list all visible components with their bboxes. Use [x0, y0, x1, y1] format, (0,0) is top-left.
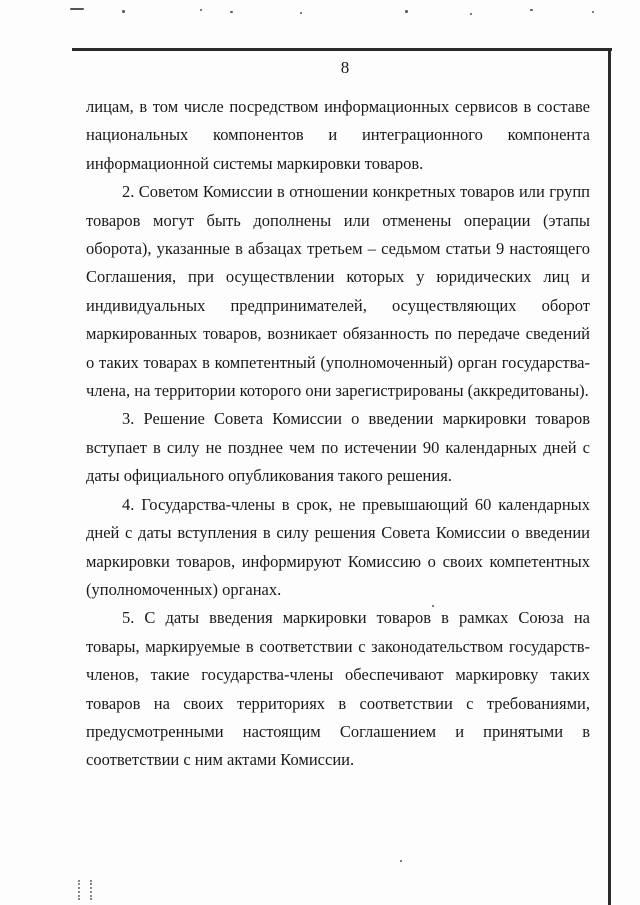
- scan-speck: [405, 10, 408, 13]
- paragraph: лицам, в том числе посредством информационных сервисов в составе национальных компонентов и интеграционного компонента информационной системы маркировки товаров.: [86, 97, 590, 173]
- paragraph: 4. Государства-члены в срок, не превышающий 60 календарных дней с даты вступления в силу решения Совета Комиссии о введении маркировки товаров, информируют Комиссию о своих компетентных (уполномоченных) органах.: [86, 494, 590, 599]
- scan-speck: [530, 9, 533, 11]
- scan-stamp-mark: [78, 880, 92, 900]
- scan-speck: [122, 10, 125, 13]
- paragraph: 5. С даты введения маркировки товаров в рамках Союза на товары, маркируемые в соответствии с законодательством государств-членов, такие государства-члены обеспечивают маркировку таких товаров на своих территориях в соответствии с требованиями, предусмотренными настоящим Соглашением и принятыми в соответствии с ним актами Комиссии.: [86, 608, 590, 770]
- scan-speck: [70, 8, 84, 10]
- page-number: 8: [340, 58, 350, 77]
- scan-speck: [470, 13, 472, 15]
- document-body: [86, 93, 590, 775]
- scan-speck: [200, 9, 202, 11]
- scan-speck: [300, 12, 302, 14]
- paragraph: 2. Советом Комиссии в отношении конкретных товаров или групп товаров могут быть дополнены или отменены операции (этапы оборота), указанные в абзацах третьем – седьмом статьи 9 настоящего Соглашения, при осуществлении которых у юридических лиц и индивидуальных предпринимателей, осуществляющих оборот маркированных товаров, возникает обязанность по передаче сведений о таких товарах в компетентный (уполномоченный) орган государства-члена, на территории которого они зарегистрированы (аккредитованы).: [86, 182, 590, 401]
- scan-speck: [592, 11, 594, 13]
- scan-speck: [230, 11, 233, 13]
- paragraph: 3. Решение Совета Комиссии о введении маркировки товаров вступает в силу не позднее чем по истечении 90 календарных дней с даты официального опубликования такого решения.: [86, 409, 590, 486]
- scan-border-top: [72, 48, 612, 51]
- scan-speck: [400, 860, 402, 862]
- scan-border-right: [608, 50, 611, 905]
